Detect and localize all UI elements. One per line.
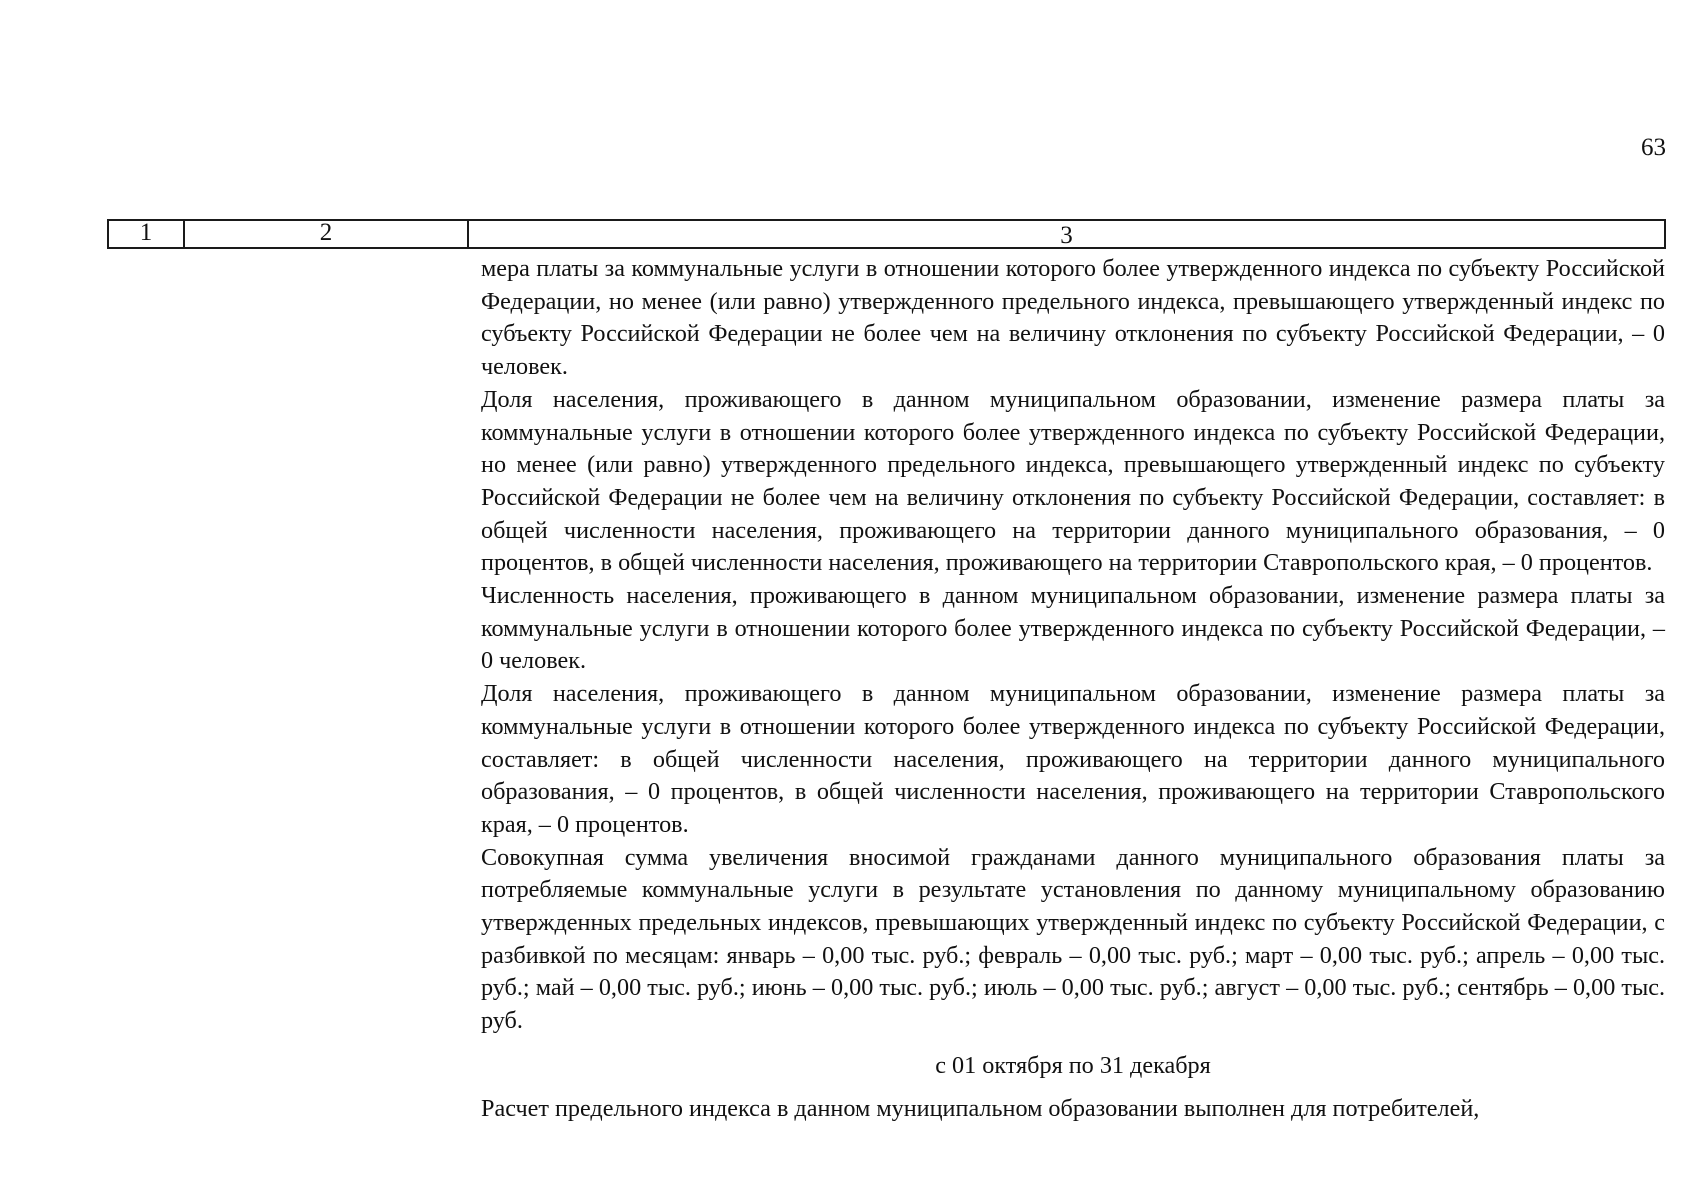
paragraph-total-increase-by-month: Совокупная сумма увеличения вносимой гражданами данного муниципального образования платы за потребляемые коммунальные услуги в результате установления по данному муниципальному образованию утвержденных предельных индексов, превышающих утвержденный индекс по субъекту Российской Федерации, с разбивкой по месяцам: январь – 0,00 тыс. руб.; февраль – 0,00 тыс. руб.; март – 0,00 тыс. руб.; апрель – 0,00 тыс. руб.; май – 0,00 тыс. руб.; июнь – 0,00 тыс. руб.; июль – 0,00 тыс. руб.; август – 0,00 тыс. руб.; сентябрь – 0,00 тыс. руб. bbox=[481, 843, 1665, 1035]
table-header-cell-1: 1 bbox=[109, 221, 185, 247]
paragraph-index-calculation: Расчет предельного индекса в данном муниципальном образовании выполнен для потребителей, bbox=[481, 1094, 1480, 1122]
page-number: 63 bbox=[1641, 134, 1666, 161]
paragraph-population-count: Численность населения, проживающего в данном муниципальном образовании, изменение размера платы за коммунальные услуги в отношении которого более утвержденного индекса по субъекту Российской Федерации, – 0 человек. bbox=[481, 582, 1665, 675]
paragraph-population-share: Доля населения, проживающего в данном муниципальном образовании, изменение размера платы за коммунальные услуги в отношении которого более утвержденного индекса по субъекту Российской Федерации, составляет: в общей численности населения, проживающего на территории данного муниципального образования, – 0 процентов, в общей численности населения, проживающего на территории Ставропольского края, – 0 процентов. bbox=[481, 680, 1665, 838]
section-title-period: с 01 октября по 31 декабря bbox=[935, 1051, 1211, 1079]
table-header-cell-2: 2 bbox=[185, 221, 469, 247]
document-body bbox=[481, 253, 1665, 1126]
paragraph-population-share-deviation: Доля населения, проживающего в данном муниципальном образовании, изменение размера платы за коммунальные услуги в отношении которого более утвержденного индекса по субъекту Российской Федерации, но менее (или равно) утвержденного предельного индекса, превышающего утвержденный индекс по субъекту Российской Федерации не более чем на величину отклонения по субъекту Российской Федерации, составляет: в общей численности населения, проживающего на территории данного муниципального образования, – 0 процентов, в общей численности населения, проживающего на территории Ставропольского края, – 0 процентов. bbox=[481, 385, 1665, 577]
paragraph-continuation: мера платы за коммунальные услуги в отношении которого более утвержденного индекса по субъекту Российской Федерации, но менее (или равно) утвержденного предельного индекса, превышающего утвержденный индекс по субъекту Российской Федерации не более чем на величину отклонения по субъекту Российской Федерации, – 0 человек. bbox=[481, 255, 1665, 381]
table-header-row bbox=[107, 219, 1666, 249]
table-header-cell-3: 3 bbox=[1060, 222, 1073, 249]
